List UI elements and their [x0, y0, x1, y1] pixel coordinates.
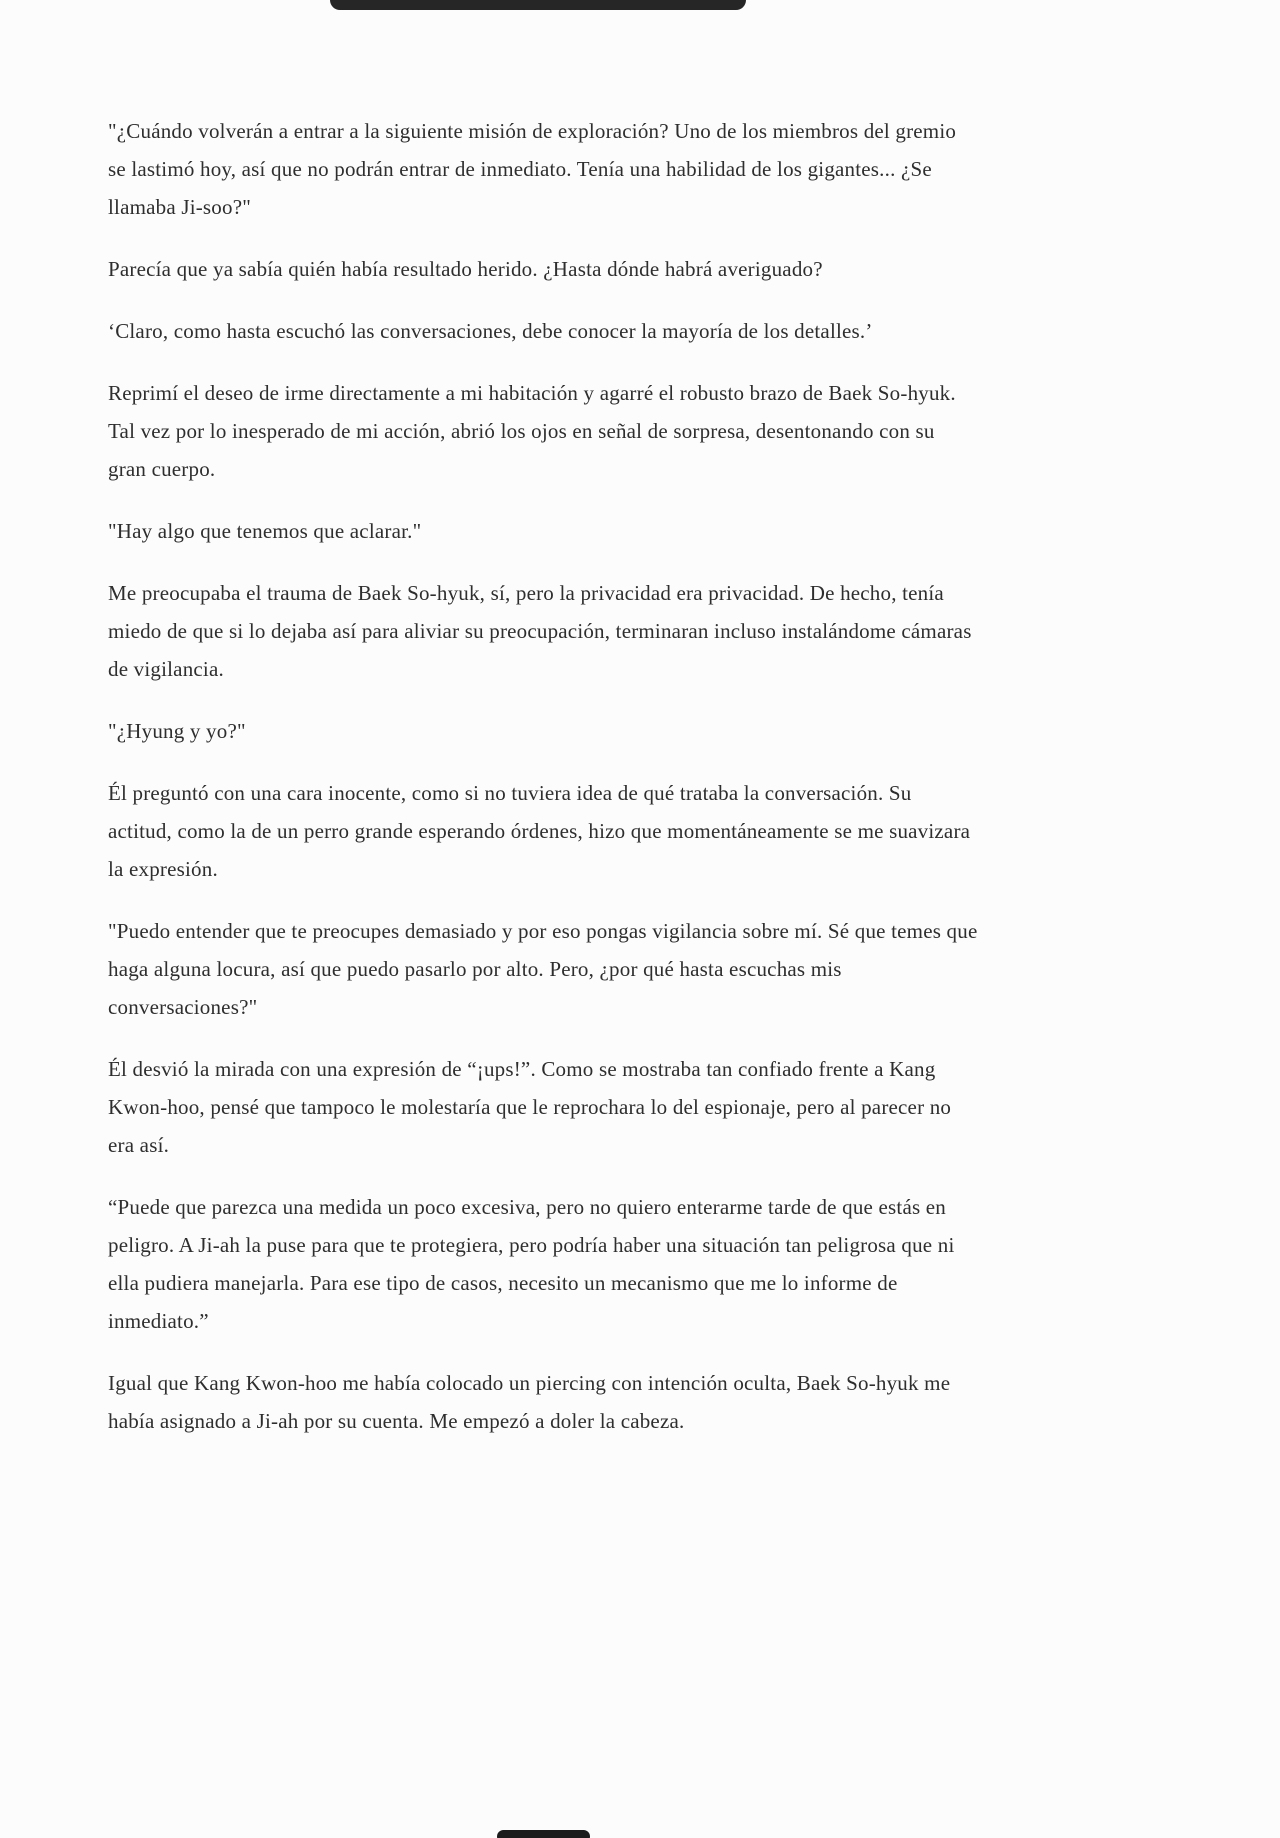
paragraph: Él desvió la mirada con una expresión de “¡ups!”. Como se mostraba tan confiado frente a Kang Kwon-hoo, pensé que tampoco le molestaría que le reprochara lo del espionaje, pero al parecer no era así.: [108, 1057, 952, 1157]
paragraph: "¿Cuándo volverán a entrar a la siguiente misión de exploración? Uno de los miembros del gremio se lastimó hoy, así que no podrán entrar de inmediato. Tenía una habilidad de los gigantes... ¿Se llamaba Ji-soo?": [108, 119, 957, 219]
paragraph: Él preguntó con una cara inocente, como si no tuviera idea de qué trataba la conversación. Su actitud, como la de un perro grande esperando órdenes, hizo que momentáneamente se me suavizara la expresión.: [108, 781, 971, 881]
paragraph: "Puedo entender que te preocupes demasiado y por eso pongas vigilancia sobre mí. Sé que temes que haga alguna locura, así que puedo pasarlo por alto. Pero, ¿por qué hasta escuchas mis conversaciones?": [108, 919, 978, 1019]
paragraph: ‘Claro, como hasta escuchó las conversaciones, debe conocer la mayoría de los detalles.’: [108, 319, 873, 343]
paragraph: Parecía que ya sabía quién había resultado herido. ¿Hasta dónde habrá averiguado?: [108, 257, 823, 281]
text-content: [108, 112, 978, 1464]
paragraph: "¿Hyung y yo?": [108, 719, 246, 743]
top-toolbar-fragment: [330, 0, 746, 10]
paragraph: "Hay algo que tenemos que aclarar.": [108, 519, 422, 543]
paragraph: Me preocupaba el trauma de Baek So-hyuk, sí, pero la privacidad era privacidad. De hecho, tenía miedo de que si lo dejaba así para aliviar su preocupación, terminaran incluso instalándome cámaras de vigilancia.: [108, 581, 972, 681]
home-indicator: [497, 1830, 590, 1838]
paragraph: Reprimí el deseo de irme directamente a mi habitación y agarré el robusto brazo de Baek So-hyuk. Tal vez por lo inesperado de mi acción, abrió los ojos en señal de sorpresa, desentonando con su gran cuerpo.: [108, 381, 956, 481]
paragraph: “Puede que parezca una medida un poco excesiva, pero no quiero enterarme tarde de que estás en peligro. A Ji-ah la puse para que te protegiera, pero podría haber una situación tan peligrosa que ni ella pudiera manejarla. Para ese tipo de casos, necesito un mecanismo que me lo informe de inmediato.”: [108, 1195, 955, 1333]
paragraph: Igual que Kang Kwon-hoo me había colocado un piercing con intención oculta, Baek So-hyuk me había asignado a Ji-ah por su cuenta. Me empezó a doler la cabeza.: [108, 1371, 951, 1433]
